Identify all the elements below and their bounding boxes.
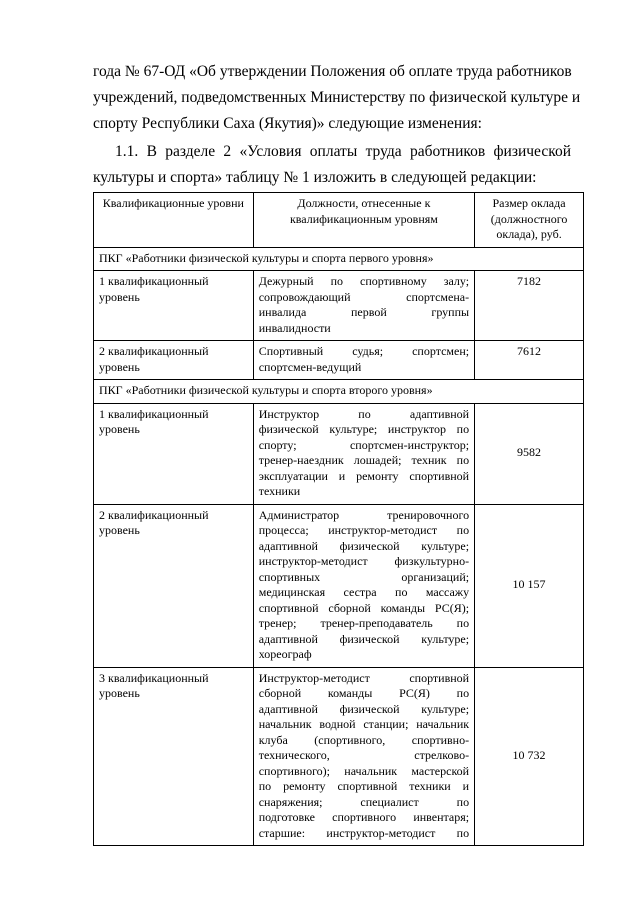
positions-line: инвалидности (258, 320, 331, 335)
positions-line: хореограф (258, 647, 312, 661)
text-line: 1.1. В разделе 2 «Условия оплаты труда работников физической (115, 143, 571, 160)
table-row (94, 504, 584, 667)
positions-line: начальник водной станции; начальник (258, 717, 470, 731)
positions-line: Администратор тренировочного (258, 507, 470, 522)
positions-line: спортивной сборной команды РС(Я); (258, 600, 470, 615)
level-cell: 2 квалификационный уровень (94, 341, 254, 380)
salary-cell: 10 732 (475, 667, 584, 846)
positions-line: инвалида первой группы (258, 305, 470, 319)
positions-line: сопровождающий спортсмена- (258, 289, 470, 304)
positions-line: Инструктор по адаптивной (258, 406, 470, 421)
table-row (94, 271, 584, 341)
level-cell: 1 квалификационный уровень (94, 271, 254, 341)
positions-line: тренер; тренер-преподаватель по (258, 616, 470, 630)
text-line: учреждений, подведомственных Министерству по физической культуре и (93, 89, 581, 106)
table-row (94, 667, 584, 846)
level-cell: 2 квалификационный уровень (94, 504, 254, 667)
positions-line: подготовке спортивного инвентаря; (258, 810, 470, 824)
positions-line: адаптивной физической культуре; (258, 538, 470, 553)
positions-line: Инструктор-методист спортивной (258, 670, 470, 685)
positions-line: эксплуатации и ремонту спортивной (258, 468, 470, 483)
positions-line: медицинская сестра по массажу (258, 585, 470, 599)
positions-line: спортсмен-ведущий (258, 359, 362, 374)
salary-cell: 7612 (475, 341, 584, 380)
positions-line: снаряжения; специалист по (258, 794, 470, 809)
positions-cell (253, 403, 474, 504)
group-row (94, 247, 584, 271)
salary-table (93, 192, 584, 846)
positions-line: техники (258, 484, 301, 498)
positions-line: процесса; инструктор-методист по (258, 523, 470, 537)
positions-line: спорту; спортсмен-инструктор; (258, 437, 470, 452)
positions-line: спортивных организаций; (258, 569, 470, 584)
salary-cell: 10 157 (475, 504, 584, 667)
positions-cell (253, 504, 474, 667)
positions-line: инструктор-методист физкультурно- (258, 554, 470, 568)
salary-cell: 9582 (475, 403, 584, 504)
positions-cell (253, 667, 474, 846)
positions-line: физической культуре; инструктор по (258, 422, 470, 436)
table-header-row (94, 193, 584, 248)
section-paragraph (93, 139, 571, 191)
header-positions: Должности, отнесенные к квалификационным уровням (253, 193, 474, 248)
positions-line: старшие: инструктор-методист по (258, 825, 470, 840)
positions-line: спортивного); начальник мастерской (258, 763, 470, 778)
header-salary: Размер оклада (должностного оклада), руб. (475, 193, 584, 248)
positions-line: адаптивной физической культуре; (258, 631, 470, 646)
level-cell: 1 квалификационный уровень (94, 403, 254, 504)
positions-line: Спортивный судья; спортсмен; (258, 344, 470, 358)
positions-line: технического, стрелково- (258, 748, 470, 762)
text-line: спорту Республики Саха (Якутия)» следующие изменения: (93, 115, 482, 132)
text-line: культуры и спорта» таблицу № 1 изложить в следующей редакции: (93, 169, 537, 186)
positions-cell (253, 341, 474, 380)
group-title: ПКГ «Работники физической культуры и спорта второго уровня» (94, 380, 584, 404)
header-qualification-levels: Квалификационные уровни (94, 193, 254, 248)
positions-line: клуба (спортивного, спортивно- (258, 732, 470, 747)
intro-paragraph (93, 59, 581, 137)
positions-line: Дежурный по спортивному залу; (258, 274, 470, 288)
positions-line: по ремонту спортивной техники и (258, 779, 470, 793)
positions-cell (253, 271, 474, 341)
level-cell: 3 квалификационный уровень (94, 667, 254, 846)
group-title: ПКГ «Работники физической культуры и спорта первого уровня» (94, 247, 584, 271)
group-row (94, 380, 584, 404)
positions-line: сборной команды РС(Я) по (258, 686, 470, 700)
table-row (94, 403, 584, 504)
positions-line: адаптивной физической культуре; (258, 701, 470, 716)
salary-cell: 7182 (475, 271, 584, 341)
table-row (94, 341, 584, 380)
positions-line: тренер-наездник лошадей; техник по (258, 453, 470, 467)
text-line: года № 67-ОД «Об утверждении Положения об оплате труда работников (93, 63, 572, 80)
